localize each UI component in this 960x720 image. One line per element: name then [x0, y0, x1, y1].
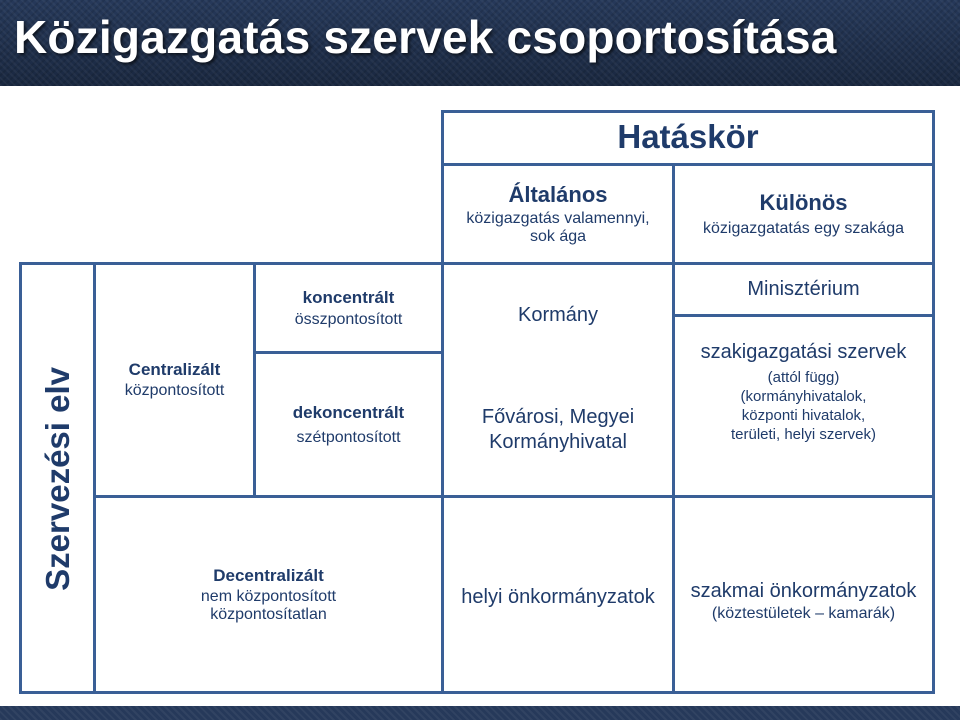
row-deconcentrated	[256, 354, 441, 495]
column-general-desc-1: közigazgatás valamennyi,	[466, 210, 650, 227]
column-special-title: Különös	[759, 190, 848, 215]
footer-bar	[0, 706, 960, 720]
grid-line	[932, 110, 935, 694]
slide-title: Közigazgatás szervek csoportosítása	[14, 11, 837, 63]
row-decentralized-title: Decentralizált	[213, 565, 324, 585]
cell-miniszterium	[675, 265, 932, 314]
column-general-desc-2: sok ága	[529, 228, 587, 245]
cell-szakigazgatasi-line-2: (attól függ)	[767, 369, 840, 386]
row-centralized-title: Centralizált	[128, 360, 221, 379]
cell-helyi	[444, 498, 672, 691]
cell-szakigazgatasi-line-3: (kormányhivatalok,	[740, 388, 867, 405]
cell-kormanyhivatal-line-2: Kormányhivatal	[489, 431, 627, 453]
column-special-desc: közigazgatatás egy szakága	[702, 220, 904, 237]
row-header-cell	[22, 265, 94, 692]
row-decentralized-sub-2: központosítatlan	[210, 605, 327, 623]
row-decentralized	[96, 498, 441, 691]
cell-szakigazgatasi-line-5: területi, helyi szervek)	[730, 426, 877, 443]
row-concentrated-title: koncentrált	[302, 287, 395, 307]
cell-szakmai-title: szakmai önkormányzatok	[690, 580, 917, 602]
cell-kormany	[444, 265, 672, 365]
cell-kormanyhivatal	[444, 365, 672, 495]
column-special	[675, 166, 932, 262]
row-header: Szervezési elv	[39, 366, 76, 591]
column-header: Hatáskör	[617, 118, 759, 155]
cell-kormanyhivatal-line-1: Fővárosi, Megyei	[481, 406, 635, 428]
grid-line	[19, 691, 935, 694]
row-concentrated	[256, 265, 441, 351]
cell-szakigazgatasi-title: szakigazgatási szervek	[700, 341, 907, 363]
column-general	[444, 166, 672, 262]
row-deconcentrated-title: dekoncentrált	[292, 402, 405, 422]
row-concentrated-sub: összpontosított	[294, 310, 403, 328]
column-general-title: Általános	[508, 182, 608, 207]
row-deconcentrated-sub: szétpontosított	[296, 428, 401, 446]
cell-szakmai-sub: (köztestületek – kamarák)	[711, 605, 896, 622]
cell-szakigazgatasi-line-4: központi hivatalok,	[741, 407, 866, 424]
cell-helyi-text: helyi önkormányzatok	[461, 586, 655, 608]
row-decentralized-sub-1: nem központosított	[200, 587, 337, 605]
title-bar	[0, 0, 960, 86]
grid-line	[442, 110, 935, 113]
grid-line	[675, 314, 935, 317]
cell-kormany-text: Kormány	[517, 303, 599, 326]
row-centralized	[96, 265, 253, 495]
cell-miniszterium-text: Minisztérium	[747, 278, 860, 300]
cell-szakmai	[675, 498, 932, 691]
cell-szakigazgatasi	[675, 341, 932, 481]
row-centralized-sub: központosított	[124, 382, 225, 399]
